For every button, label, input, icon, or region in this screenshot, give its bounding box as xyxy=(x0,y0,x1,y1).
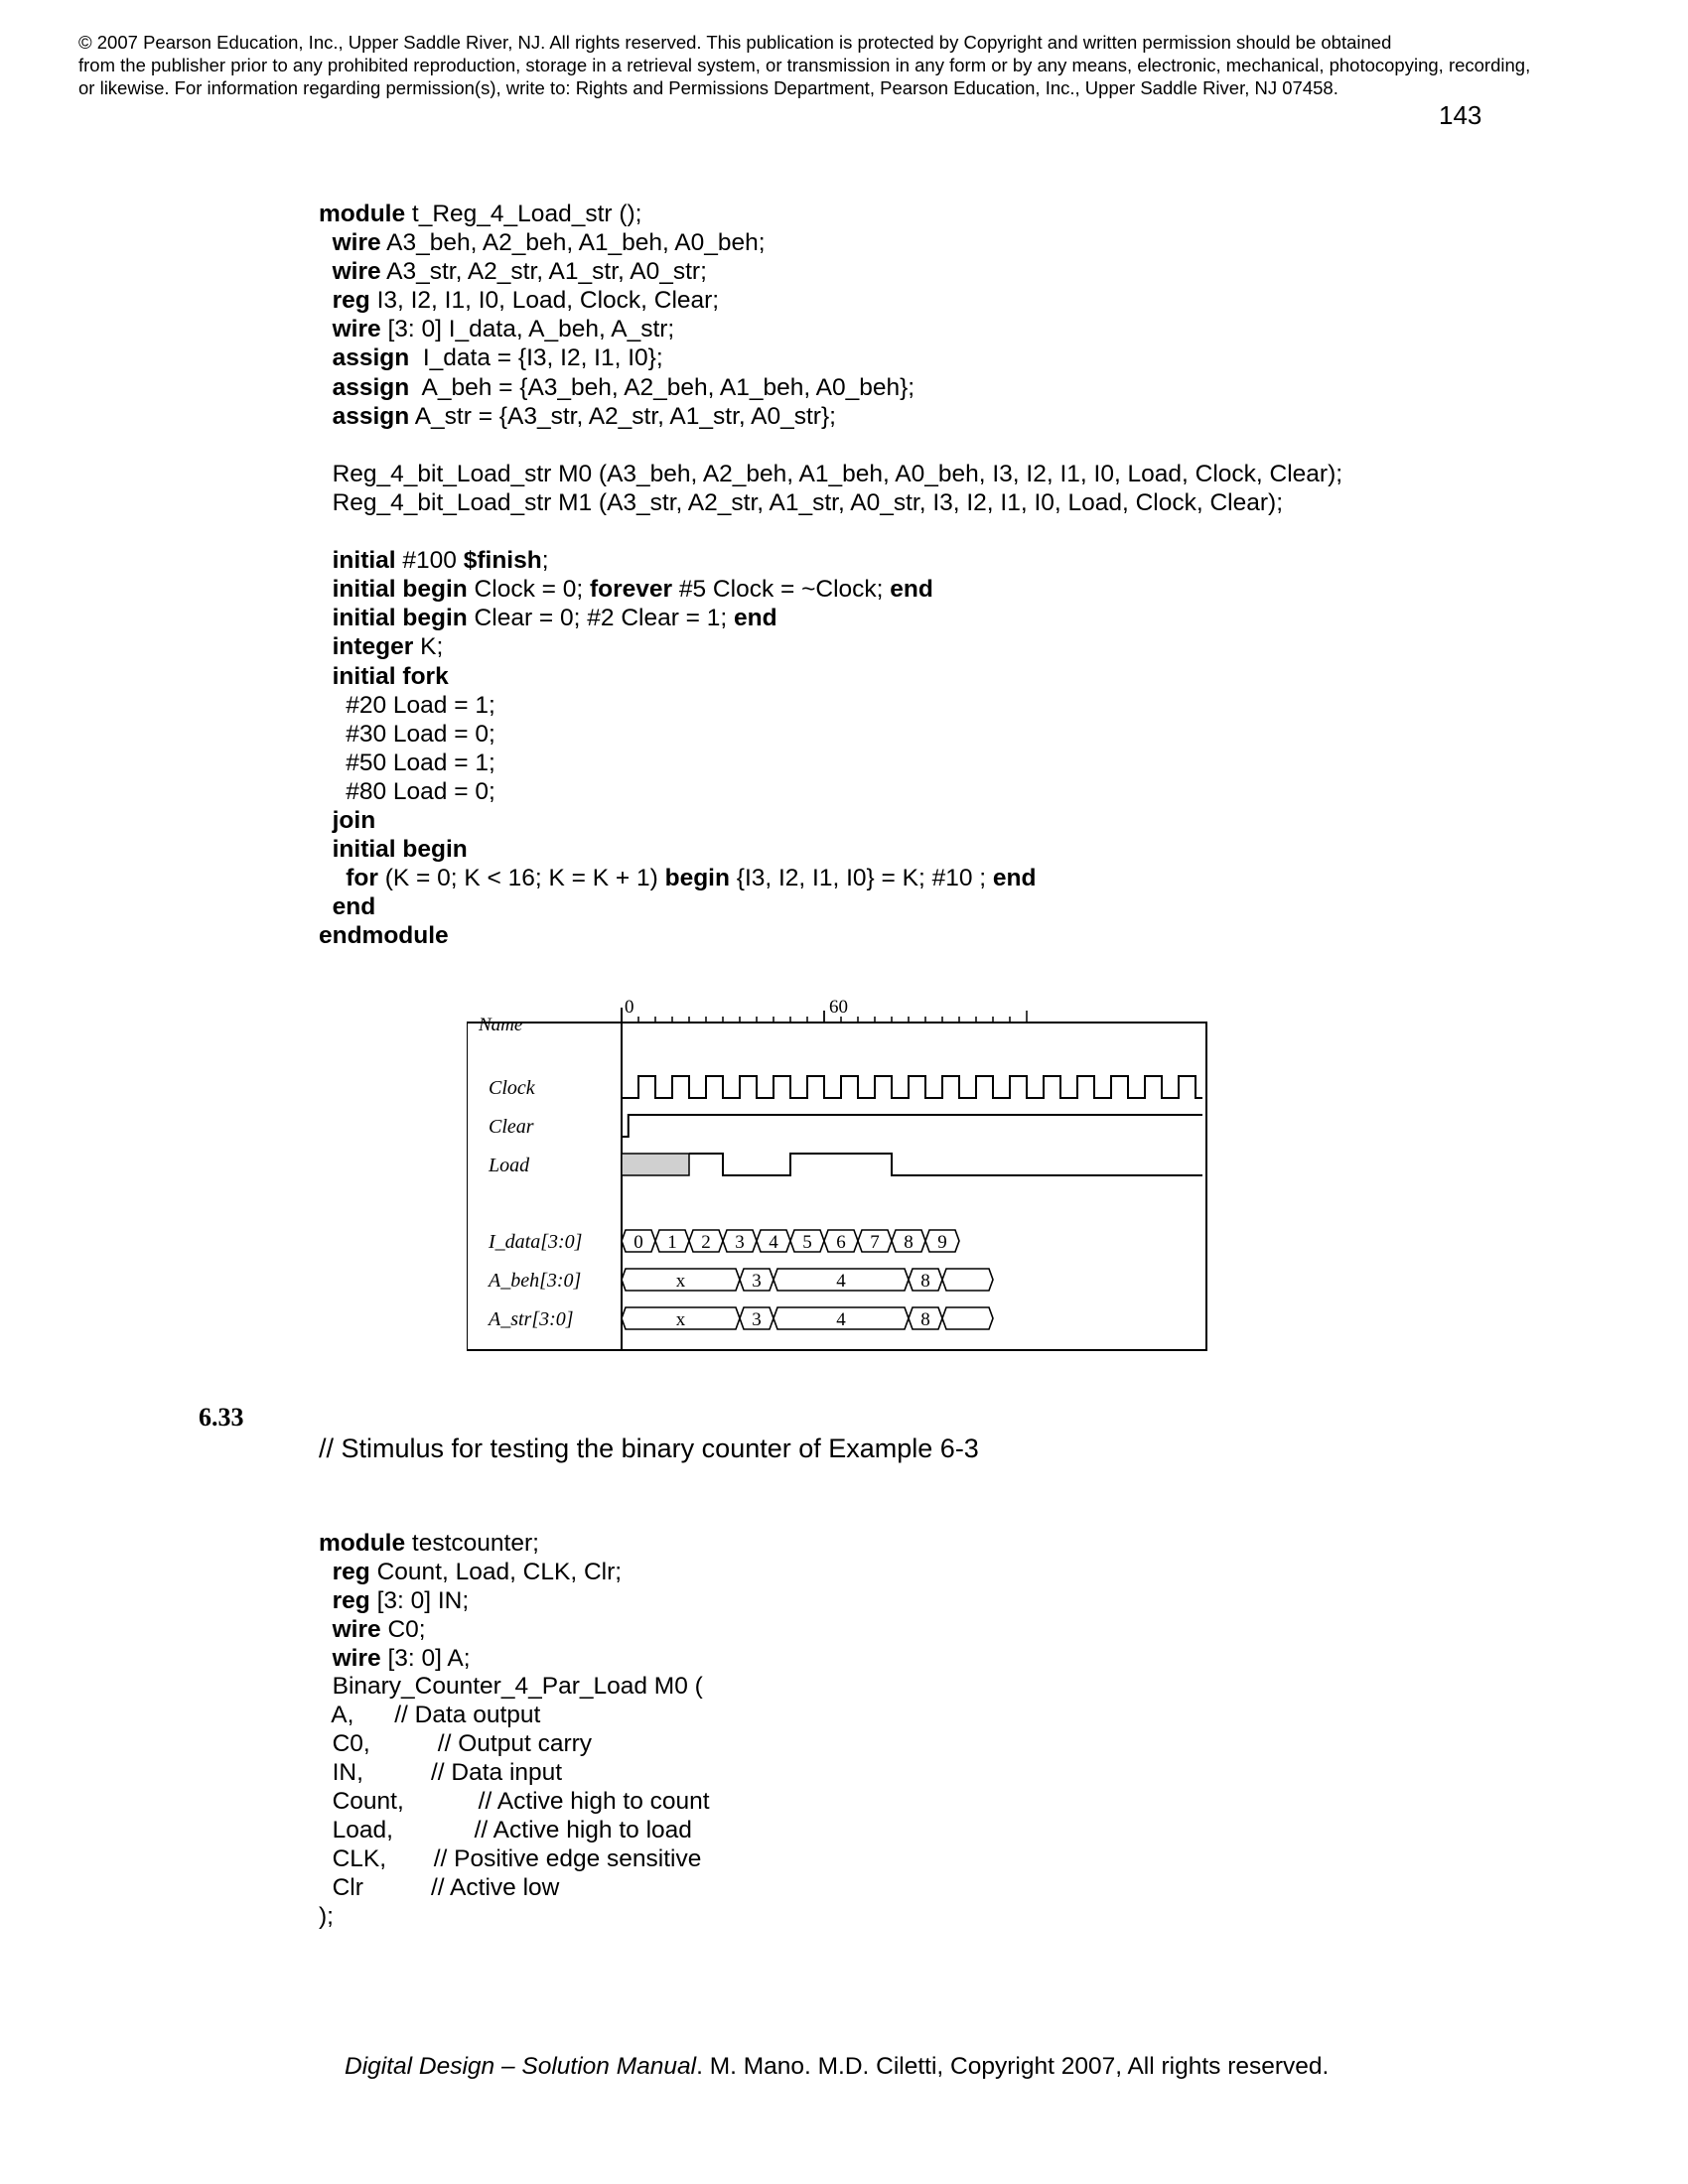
code-line xyxy=(319,1702,710,1730)
code-line xyxy=(319,1530,710,1559)
code-text: ); xyxy=(319,1902,334,1930)
code-keyword: end xyxy=(992,865,1037,892)
code-keyword: forever xyxy=(589,576,673,604)
code-text: Load, // Active high to load xyxy=(319,1816,692,1843)
code-keyword: initial xyxy=(332,547,396,575)
code-text: [3: 0] I_data, A_beh, A_str; xyxy=(380,316,675,343)
a-beh-value: 3 xyxy=(752,1271,762,1292)
code-text: A_str = {A3_str, A2_str, A1_str, A0_str}; xyxy=(409,402,836,430)
code-text xyxy=(319,287,333,314)
code-keyword: assign xyxy=(332,344,410,372)
code-keyword: reg xyxy=(332,1558,370,1585)
code-line xyxy=(319,1903,710,1932)
code-text: A3_beh, A2_beh, A1_beh, A0_beh; xyxy=(380,229,766,257)
code-line xyxy=(319,1616,710,1645)
section-number: 6.33 xyxy=(199,1403,244,1432)
code-text: #5 Clock = ~Clock; xyxy=(672,576,891,604)
code-keyword: module xyxy=(319,201,406,227)
code-keyword: begin xyxy=(664,865,730,892)
i-data-value: 7 xyxy=(870,1232,880,1253)
code-line xyxy=(319,373,1342,402)
code-text xyxy=(319,1616,333,1643)
code-block-register-testbench xyxy=(319,200,1342,950)
diagram-frame xyxy=(467,1023,1206,1350)
code-text: #50 Load = 1; xyxy=(319,749,495,776)
code-text: Clock = 0; xyxy=(467,576,590,604)
a-str-value: 3 xyxy=(752,1309,762,1330)
code-text: IN, // Data input xyxy=(319,1759,563,1787)
clear-waveform xyxy=(622,1115,1202,1137)
code-line xyxy=(319,864,1342,892)
time-mark: 0 xyxy=(625,997,634,1018)
code-line xyxy=(319,604,1342,632)
code-text: Reg_4_bit_Load_str M1 (A3_str, A2_str, A1_str, A0_str, I3, I2, I1, I0, Load, Clock, Clear); xyxy=(319,488,1284,516)
code-keyword: initial begin xyxy=(332,605,468,632)
code-text xyxy=(319,633,333,660)
code-text: (K = 0; K < 16; K = K + 1) xyxy=(377,865,665,892)
code-text: t_Reg_4_Load_str (); xyxy=(405,201,642,227)
code-text: Reg_4_bit_Load_str M0 (A3_beh, A2_beh, A1_beh, A0_beh, I3, I2, I1, I0, Load, Clock, Clear); xyxy=(319,460,1343,487)
code-block-testcounter xyxy=(319,1530,710,1931)
code-line xyxy=(319,1673,710,1702)
code-keyword: integer xyxy=(332,633,414,661)
code-keyword: end xyxy=(890,576,933,604)
code-line xyxy=(319,835,1342,864)
i-data-value: 5 xyxy=(802,1232,812,1253)
copyright-line: from the publisher prior to any prohibited reproduction, storage in a retrieval system, or transmission in any form or by any means, electronic, mechanical, photocopying, recording, xyxy=(78,55,1531,75)
i-data-value: 6 xyxy=(836,1232,846,1253)
code-text xyxy=(319,1559,333,1585)
code-keyword: initial fork xyxy=(332,662,449,690)
code-keyword: wire xyxy=(332,1615,381,1643)
code-text xyxy=(319,403,333,430)
signal-label: I_data[3:0] xyxy=(489,1231,583,1253)
code-line xyxy=(319,1845,710,1874)
code-text xyxy=(319,258,333,285)
code-text xyxy=(319,547,333,574)
code-line xyxy=(319,1788,710,1817)
a-beh-value: 8 xyxy=(920,1271,930,1292)
code-text xyxy=(319,576,333,603)
code-line xyxy=(319,200,1342,228)
code-text xyxy=(319,836,333,863)
signal-label: Load xyxy=(489,1155,530,1176)
load-waveform xyxy=(689,1154,1202,1175)
code-text: Count, Load, CLK, Clr; xyxy=(369,1558,623,1585)
code-text: CLK, // Positive edge sensitive xyxy=(319,1844,702,1872)
code-text xyxy=(319,316,333,342)
code-line xyxy=(319,806,1342,835)
code-text xyxy=(319,865,346,891)
code-line xyxy=(319,1874,710,1903)
code-line xyxy=(319,1645,710,1674)
code-text: ; xyxy=(541,547,549,575)
code-line xyxy=(319,315,1342,343)
i-data-value: 8 xyxy=(904,1232,914,1253)
code-text: [3: 0] IN; xyxy=(369,1586,470,1614)
code-text xyxy=(319,893,333,920)
code-line xyxy=(319,691,1342,720)
code-line xyxy=(319,402,1342,431)
i-data-value: 3 xyxy=(735,1232,745,1253)
code-text xyxy=(319,229,333,256)
code-line xyxy=(319,257,1342,286)
footer-credits: . M. Mano. M.D. Ciletti, Copyright 2007, All rights reserved. xyxy=(696,2053,1330,2080)
footer-title: Digital Design – Solution Manual xyxy=(345,2053,697,2080)
code-keyword: module xyxy=(319,1530,406,1557)
code-line xyxy=(319,662,1342,691)
code-line xyxy=(319,460,1342,488)
code-text: K; xyxy=(413,633,444,661)
code-line xyxy=(319,286,1342,315)
i-data-value: 9 xyxy=(937,1232,947,1253)
i-data-value: 2 xyxy=(701,1232,711,1253)
code-keyword: initial begin xyxy=(332,836,468,864)
code-keyword: $finish xyxy=(463,547,542,575)
code-keyword: endmodule xyxy=(319,922,449,950)
code-text: Clr // Active low xyxy=(319,1873,560,1901)
code-text: [3: 0] A; xyxy=(380,1644,471,1672)
code-keyword: wire xyxy=(332,1644,381,1672)
code-line xyxy=(319,1817,710,1845)
code-text: I3, I2, I1, I0, Load, Clock, Clear; xyxy=(369,287,720,315)
i-data-value: 0 xyxy=(633,1232,643,1253)
a-str-value: 4 xyxy=(836,1309,846,1330)
code-text xyxy=(319,1587,333,1614)
code-line xyxy=(319,1759,710,1788)
code-text: Count, // Active high to count xyxy=(319,1788,710,1816)
code-text: A3_str, A2_str, A1_str, A0_str; xyxy=(380,258,707,286)
code-line xyxy=(319,777,1342,806)
code-line xyxy=(319,517,1342,546)
i-data-value: 1 xyxy=(667,1232,677,1253)
code-keyword: wire xyxy=(332,258,381,286)
code-text: A, // Data output xyxy=(319,1702,541,1729)
code-keyword: wire xyxy=(332,316,381,343)
code-text: testcounter; xyxy=(405,1530,539,1557)
code-keyword: wire xyxy=(332,229,381,257)
load-unknown-region xyxy=(622,1154,689,1175)
a-str-value: 8 xyxy=(920,1309,930,1330)
code-keyword: for xyxy=(346,865,378,892)
code-line xyxy=(319,1730,710,1759)
page-number: 143 xyxy=(1439,100,1482,130)
code-keyword: join xyxy=(332,806,376,834)
signal-label: A_beh[3:0] xyxy=(489,1270,582,1292)
code-keyword: assign xyxy=(332,402,410,430)
code-text xyxy=(319,807,333,834)
code-text: #80 Load = 0; xyxy=(319,777,495,805)
code-text: {I3, I2, I1, I0} = K; #10 ; xyxy=(729,865,993,892)
copyright-line: or likewise. For information regarding permission(s), write to: Rights and Permissions Department, Pearson Education, Inc., Upper Saddle River, NJ 07458. xyxy=(78,77,1338,98)
code-text: Binary_Counter_4_Par_Load M0 ( xyxy=(319,1673,703,1701)
name-column-header: Name xyxy=(479,1015,523,1035)
code-line xyxy=(319,632,1342,661)
copyright-line: © 2007 Pearson Education, Inc., Upper Saddle River, NJ. All rights reserved. This publication is protected by Copyright and written permission should be obtained xyxy=(78,32,1392,53)
copyright-notice xyxy=(78,31,1627,99)
code-line xyxy=(319,1559,710,1587)
code-text xyxy=(319,344,333,371)
section-comment: // Stimulus for testing the binary counter of Example 6-3 xyxy=(319,1433,979,1463)
code-keyword: reg xyxy=(332,1586,370,1614)
code-text: #20 Load = 1; xyxy=(319,691,495,719)
a-beh-segment xyxy=(942,1269,993,1291)
code-keyword: end xyxy=(734,605,777,632)
code-keyword: end xyxy=(332,893,376,921)
code-text: #30 Load = 0; xyxy=(319,720,495,748)
a-str-segment xyxy=(942,1307,993,1329)
code-line xyxy=(319,546,1342,575)
signal-label: Clear xyxy=(489,1116,534,1138)
a-str-value: x xyxy=(675,1309,686,1330)
code-text: A_beh = {A3_beh, A2_beh, A1_beh, A0_beh}; xyxy=(409,373,915,401)
signal-label: A_str[3:0] xyxy=(489,1308,574,1330)
code-text xyxy=(319,1645,333,1672)
signal-label: Clock xyxy=(489,1077,535,1099)
code-line xyxy=(319,575,1342,604)
timing-diagram xyxy=(467,993,1241,1380)
code-line xyxy=(319,431,1342,460)
page-footer xyxy=(345,2053,1329,2081)
code-keyword: reg xyxy=(332,287,370,315)
code-text: C0; xyxy=(380,1615,426,1643)
a-beh-value: 4 xyxy=(836,1271,846,1292)
code-text xyxy=(319,374,333,401)
code-text: C0, // Output carry xyxy=(319,1730,593,1758)
code-text: I_data = {I3, I2, I1, I0}; xyxy=(409,344,663,372)
code-line xyxy=(319,488,1342,517)
code-line xyxy=(319,921,1342,950)
code-line xyxy=(319,1587,710,1616)
code-line xyxy=(319,228,1342,257)
code-line xyxy=(319,749,1342,777)
code-line xyxy=(319,892,1342,921)
code-line xyxy=(319,343,1342,372)
code-keyword: assign xyxy=(332,373,410,401)
i-data-value: 4 xyxy=(769,1232,778,1253)
a-beh-value: x xyxy=(675,1271,686,1292)
clock-waveform xyxy=(622,1076,1202,1098)
code-text: #100 xyxy=(395,547,464,575)
code-text xyxy=(319,663,333,690)
code-text: Clear = 0; #2 Clear = 1; xyxy=(467,605,735,632)
code-text xyxy=(319,605,333,631)
code-line xyxy=(319,720,1342,749)
code-keyword: initial begin xyxy=(332,576,468,604)
time-mark: 60 xyxy=(829,997,848,1018)
